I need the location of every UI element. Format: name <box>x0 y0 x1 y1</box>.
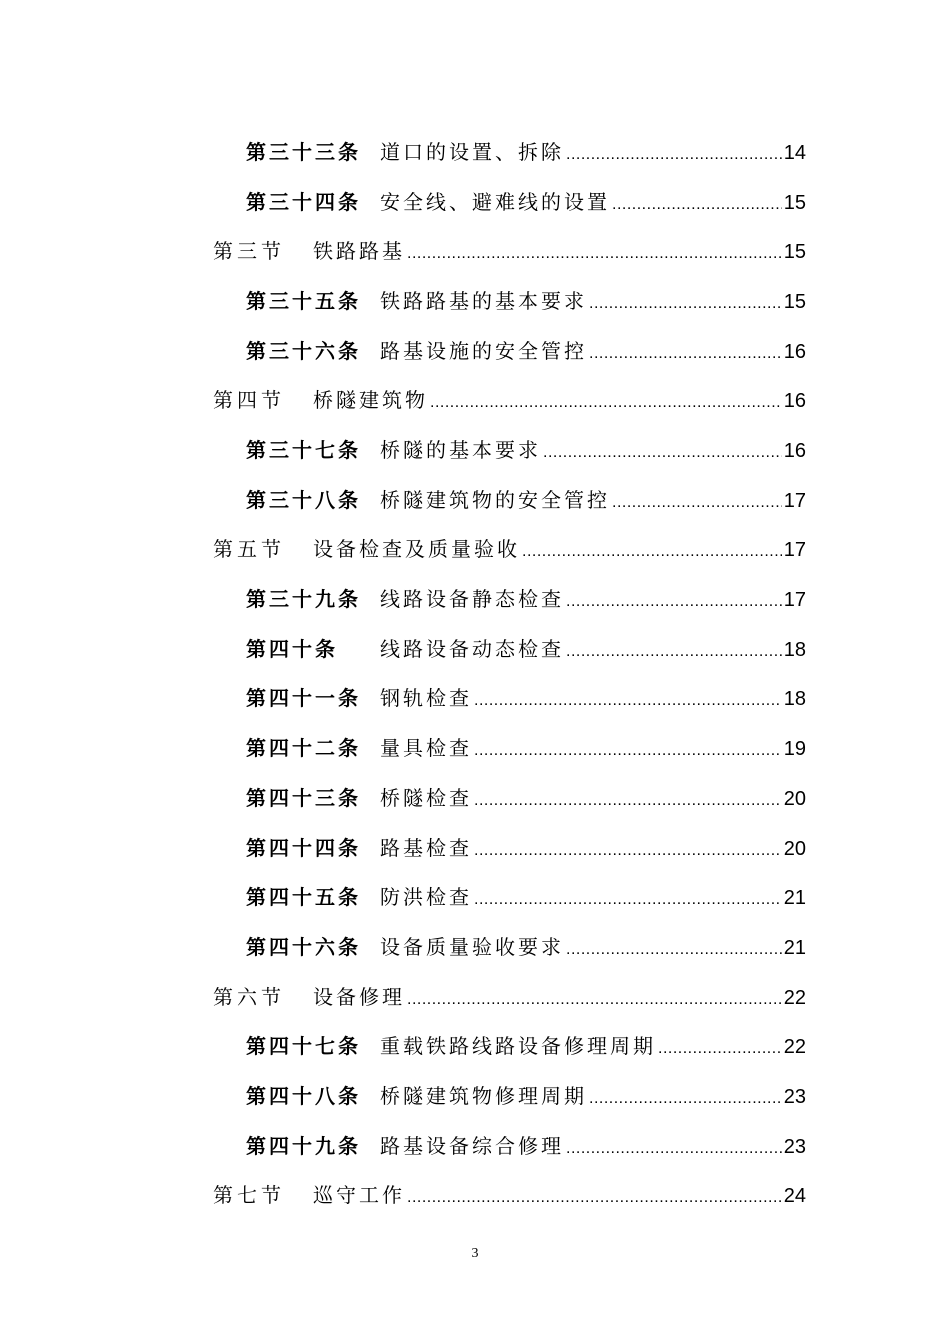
toc-entry-number: 第五节 <box>213 537 285 561</box>
toc-entry-article-33[interactable] <box>246 132 806 172</box>
toc-entry-number: 第三十八条 <box>246 488 361 512</box>
toc-entry-title: 巡守工作 <box>313 1183 405 1207</box>
toc-entry-title: 桥隧检查 <box>380 786 472 810</box>
toc-entry-number: 第四十六条 <box>246 935 361 959</box>
toc-entry-page: 14 <box>783 142 806 164</box>
toc-dot-leader <box>474 781 782 821</box>
toc-entry-title: 线路设备静态检查 <box>380 587 564 611</box>
page-number: 3 <box>471 1246 479 1261</box>
toc-entry-page: 18 <box>783 688 806 710</box>
toc-entry-number: 第七节 <box>213 1183 285 1207</box>
toc-dot-leader <box>589 1079 782 1119</box>
toc-dot-leader <box>407 980 782 1020</box>
toc-dot-leader <box>474 681 782 721</box>
toc-entry-title: 铁路路基 <box>313 239 405 263</box>
toc-entry-section-3[interactable] <box>213 231 806 271</box>
toc-entry-article-46[interactable] <box>246 927 806 967</box>
toc-dot-leader <box>474 880 782 920</box>
toc-entry-page: 24 <box>783 1185 806 1207</box>
toc-dot-leader <box>566 135 782 175</box>
toc-entry-number: 第三十九条 <box>246 587 361 611</box>
toc-dot-leader <box>566 582 782 622</box>
toc-entry-title: 线路设备动态检查 <box>380 637 564 661</box>
toc-entry-article-42[interactable] <box>246 728 806 768</box>
toc-entry-article-41[interactable] <box>246 678 806 718</box>
toc-dot-leader <box>612 483 782 523</box>
toc-entry-page: 20 <box>783 838 806 860</box>
toc-entry-number: 第三十四条 <box>246 190 361 214</box>
toc-entry-title: 量具检查 <box>380 736 472 760</box>
toc-entry-title: 铁路路基的基本要求 <box>380 289 587 313</box>
toc-entry-number: 第四节 <box>213 388 285 412</box>
toc-entry-title: 道口的设置、拆除 <box>380 140 564 164</box>
toc-entry-number: 第四十条 <box>246 637 338 661</box>
toc-dot-leader <box>407 1178 782 1218</box>
toc-entry-title: 路基设施的安全管控 <box>380 339 587 363</box>
toc-dot-leader <box>566 1129 782 1169</box>
toc-entry-article-40[interactable] <box>246 629 806 669</box>
toc-entry-article-34[interactable] <box>246 182 806 222</box>
toc-entry-number: 第三节 <box>213 239 285 263</box>
toc-dot-leader <box>658 1029 782 1069</box>
toc-entry-article-38[interactable] <box>246 480 806 520</box>
toc-entry-number: 第三十六条 <box>246 339 361 363</box>
toc-entry-article-45[interactable] <box>246 877 806 917</box>
toc-entry-title: 桥隧建筑物修理周期 <box>380 1084 587 1108</box>
toc-dot-leader <box>589 334 782 374</box>
toc-entry-page: 16 <box>783 390 806 412</box>
toc-entry-title: 路基设备综合修理 <box>380 1134 564 1158</box>
toc-entry-title: 桥隧建筑物 <box>313 388 428 412</box>
toc-entry-page: 16 <box>783 341 806 363</box>
toc-entry-section-4[interactable] <box>213 380 806 420</box>
toc-entry-page: 22 <box>783 987 806 1009</box>
toc-entry-page: 17 <box>783 490 806 512</box>
toc-dot-leader <box>543 433 782 473</box>
toc-entry-title: 钢轨检查 <box>380 686 472 710</box>
toc-entry-article-48[interactable] <box>246 1076 806 1116</box>
toc-entry-number: 第四十九条 <box>246 1134 361 1158</box>
toc-entry-title: 设备质量验收要求 <box>380 935 564 959</box>
toc-dot-leader <box>474 831 782 871</box>
toc-dot-leader <box>566 930 782 970</box>
toc-entry-number: 第三十三条 <box>246 140 361 164</box>
toc-entry-number: 第四十一条 <box>246 686 361 710</box>
toc-entry-number: 第三十七条 <box>246 438 361 462</box>
toc-entry-number: 第四十二条 <box>246 736 361 760</box>
toc-entry-section-5[interactable] <box>213 529 806 569</box>
toc-entry-article-49[interactable] <box>246 1126 806 1166</box>
toc-entry-number: 第三十五条 <box>246 289 361 313</box>
toc-entry-page: 23 <box>783 1086 806 1108</box>
toc-entry-article-37[interactable] <box>246 430 806 470</box>
toc-entry-section-7[interactable] <box>213 1175 806 1215</box>
toc-entry-section-6[interactable] <box>213 977 806 1017</box>
toc-dot-leader <box>589 284 782 324</box>
toc-entry-title: 路基检查 <box>380 836 472 860</box>
toc-entry-article-44[interactable] <box>246 828 806 868</box>
toc-entry-page: 16 <box>783 440 806 462</box>
toc-entry-page: 19 <box>783 738 806 760</box>
toc-dot-leader <box>612 185 782 225</box>
toc-entry-article-47[interactable] <box>246 1026 806 1066</box>
toc-entry-page: 21 <box>783 887 806 909</box>
toc-dot-leader <box>474 731 782 771</box>
toc-entry-page: 15 <box>783 241 806 263</box>
toc-entry-article-36[interactable] <box>246 331 806 371</box>
toc-entry-number: 第四十五条 <box>246 885 361 909</box>
toc-entry-number: 第四十四条 <box>246 836 361 860</box>
toc-entry-title: 设备检查及质量验收 <box>313 537 520 561</box>
toc-dot-leader <box>566 632 782 672</box>
toc-entry-page: 23 <box>783 1136 806 1158</box>
toc-entry-title: 桥隧建筑物的安全管控 <box>380 488 610 512</box>
toc-entry-page: 21 <box>783 937 806 959</box>
toc-entry-title: 安全线、避难线的设置 <box>380 190 610 214</box>
toc-dot-leader <box>430 383 782 423</box>
toc-dot-leader <box>407 234 782 274</box>
toc-entry-number: 第四十三条 <box>246 786 361 810</box>
toc-entry-page: 15 <box>783 291 806 313</box>
toc-entry-article-39[interactable] <box>246 579 806 619</box>
toc-entry-page: 15 <box>783 192 806 214</box>
toc-entry-title: 桥隧的基本要求 <box>380 438 541 462</box>
toc-entry-title: 重载铁路线路设备修理周期 <box>380 1034 656 1058</box>
toc-entry-number: 第六节 <box>213 985 285 1009</box>
toc-entry-page: 20 <box>783 788 806 810</box>
toc-entry-page: 22 <box>783 1036 806 1058</box>
toc-entry-page: 17 <box>783 589 806 611</box>
toc-entry-page: 18 <box>783 639 806 661</box>
toc-entry-number: 第四十七条 <box>246 1034 361 1058</box>
toc-entry-article-35[interactable] <box>246 281 806 321</box>
toc-entry-number: 第四十八条 <box>246 1084 361 1108</box>
toc-entry-title: 防洪检查 <box>380 885 472 909</box>
toc-entry-article-43[interactable] <box>246 778 806 818</box>
toc-entry-title: 设备修理 <box>313 985 405 1009</box>
toc-dot-leader <box>522 532 782 572</box>
toc-entry-page: 17 <box>783 539 806 561</box>
